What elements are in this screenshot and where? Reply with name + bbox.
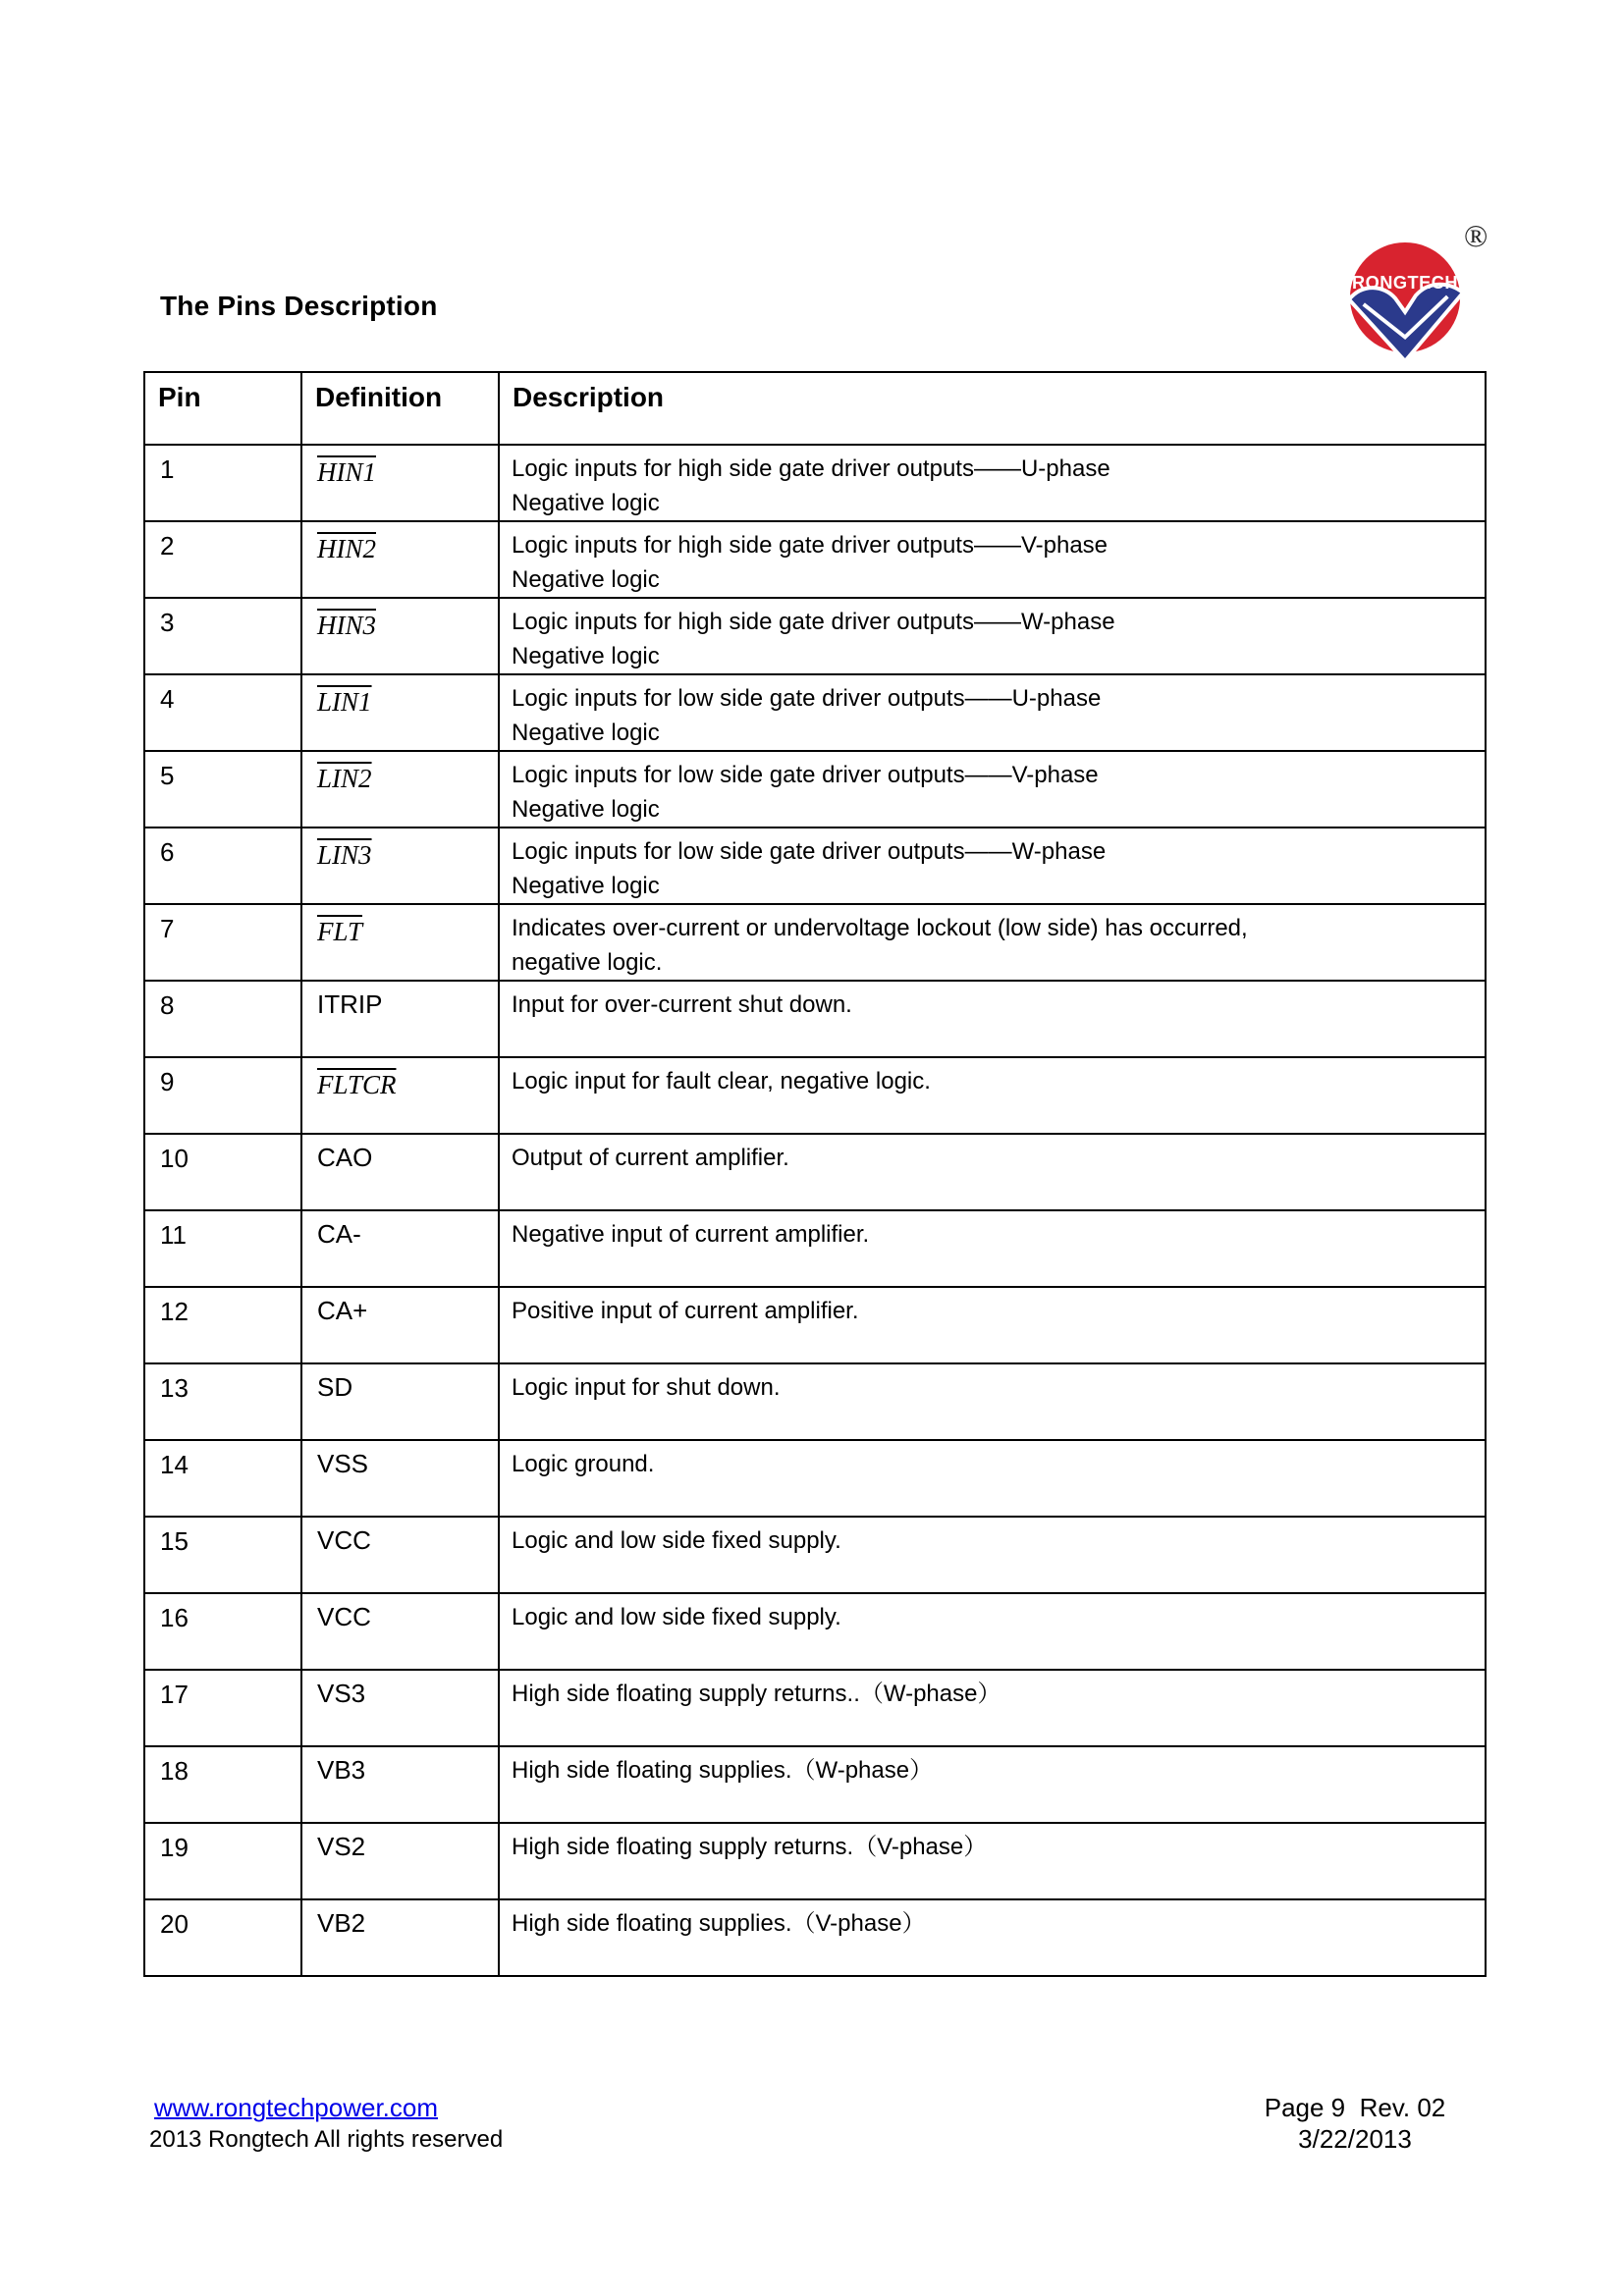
pin-number: 5 — [160, 761, 175, 790]
table-row — [144, 598, 1486, 674]
pin-description-cell — [499, 751, 1486, 828]
pin-definition-cell — [301, 751, 499, 828]
pin-number: 9 — [160, 1067, 175, 1096]
registered-trademark-icon: ® — [1464, 218, 1488, 253]
pin-definition: VB2 — [317, 1908, 366, 1938]
description-line: Logic inputs for low side gate driver outputs——U-phase — [512, 685, 1102, 712]
pin-definition-cell — [301, 1823, 499, 1899]
table-row — [144, 1363, 1486, 1440]
column-header-pin: Pin — [144, 372, 301, 445]
pin-number-cell — [144, 1363, 301, 1440]
pin-definition-cell — [301, 981, 499, 1057]
pin-description — [512, 452, 1471, 520]
pin-definition: ITRIP — [317, 989, 383, 1019]
pin-number: 6 — [160, 837, 175, 867]
pin-description — [512, 1141, 1471, 1175]
description-line: High side floating supply returns..（W-phase） — [512, 1681, 1001, 1707]
pin-number: 10 — [160, 1144, 189, 1173]
pin-description — [512, 1523, 1471, 1558]
table-row — [144, 1746, 1486, 1823]
pin-description — [512, 528, 1471, 597]
description-line: Logic and low side fixed supply. — [512, 1527, 841, 1554]
description-line: Logic inputs for high side gate driver outputs——V-phase — [512, 532, 1109, 559]
pin-definition-cell — [301, 521, 499, 598]
pin-definition: LIN1 — [317, 687, 372, 717]
pin-description-cell — [499, 1517, 1486, 1593]
pin-number-cell — [144, 598, 301, 674]
description-line: Logic input for fault clear, negative logic. — [512, 1068, 931, 1095]
pin-description-cell — [499, 981, 1486, 1057]
pin-number: 14 — [160, 1450, 189, 1479]
pin-definition: CA- — [317, 1219, 361, 1249]
pin-definition: SD — [317, 1372, 353, 1402]
description-line: Negative logic — [512, 643, 660, 669]
pin-definition: VS3 — [317, 1679, 366, 1708]
pin-description-cell — [499, 1670, 1486, 1746]
pin-description-cell — [499, 828, 1486, 904]
rongtech-logo-mark — [1347, 240, 1467, 363]
pin-description-cell — [499, 1363, 1486, 1440]
pin-description-cell — [499, 1593, 1486, 1670]
pin-number: 7 — [160, 914, 175, 943]
table-row — [144, 1899, 1486, 1976]
pin-number-cell — [144, 445, 301, 521]
pin-definition: VS2 — [317, 1832, 366, 1861]
table-row — [144, 1134, 1486, 1210]
table-row — [144, 1287, 1486, 1363]
footer-right — [1245, 2093, 1465, 2155]
pin-number-cell — [144, 1899, 301, 1976]
pin-description-cell — [499, 1823, 1486, 1899]
table-row — [144, 1670, 1486, 1746]
pin-number-cell — [144, 674, 301, 751]
pin-definition: HIN1 — [317, 457, 376, 487]
description-line: Negative logic — [512, 796, 660, 823]
pin-description-cell — [499, 1899, 1486, 1976]
website-link[interactable]: www.rongtechpower.com — [154, 2093, 439, 2122]
page-number-revision: Page 9 Rev. 02 — [1264, 2093, 1446, 2122]
pin-description-cell — [499, 1057, 1486, 1134]
pin-number: 3 — [160, 608, 175, 637]
description-line: Logic ground. — [512, 1451, 655, 1477]
pin-definition: LIN2 — [317, 764, 372, 793]
pin-description — [512, 758, 1471, 827]
pin-definition-cell — [301, 445, 499, 521]
table-row — [144, 751, 1486, 828]
description-line: Logic inputs for high side gate driver outputs——W-phase — [512, 609, 1115, 635]
pin-description — [512, 605, 1471, 673]
table-row — [144, 674, 1486, 751]
table-row — [144, 904, 1486, 981]
pin-definition: CA+ — [317, 1296, 368, 1325]
pin-description-cell — [499, 1210, 1486, 1287]
description-line: High side floating supply returns.（V-phase） — [512, 1834, 988, 1860]
pin-number-cell — [144, 1440, 301, 1517]
pin-number-cell — [144, 1517, 301, 1593]
description-line: Logic input for shut down. — [512, 1374, 781, 1401]
pin-description — [512, 1217, 1471, 1252]
pin-description — [512, 1370, 1471, 1405]
pin-number-cell — [144, 1823, 301, 1899]
pin-number-cell — [144, 1593, 301, 1670]
description-line: Logic inputs for low side gate driver outputs——V-phase — [512, 762, 1099, 788]
pin-description-cell — [499, 598, 1486, 674]
pin-number: 12 — [160, 1297, 189, 1326]
pin-description — [512, 1600, 1471, 1634]
pin-definition-cell — [301, 1517, 499, 1593]
table-row — [144, 1517, 1486, 1593]
pin-number-cell — [144, 1134, 301, 1210]
pin-number-cell — [144, 1057, 301, 1134]
pin-description-cell — [499, 1134, 1486, 1210]
copyright-text: 2013 Rongtech All rights reserved — [149, 2126, 504, 2153]
description-line: Input for over-current shut down. — [512, 991, 852, 1018]
pin-number-cell — [144, 1746, 301, 1823]
pin-description-cell — [499, 1746, 1486, 1823]
pin-definition-cell — [301, 1057, 499, 1134]
description-line: Output of current amplifier. — [512, 1145, 789, 1171]
description-line: Logic inputs for high side gate driver outputs——U-phase — [512, 455, 1110, 482]
pin-definition: HIN3 — [317, 611, 376, 640]
pin-description — [512, 911, 1471, 980]
pins-table-body — [144, 445, 1486, 1976]
pin-number: 18 — [160, 1756, 189, 1786]
rongtech-logo — [1347, 218, 1504, 369]
description-line: High side floating supplies.（W-phase） — [512, 1757, 934, 1784]
table-row — [144, 445, 1486, 521]
pin-number: 20 — [160, 1909, 189, 1939]
pin-number-cell — [144, 828, 301, 904]
description-line: Logic inputs for low side gate driver outputs——W-phase — [512, 838, 1107, 865]
pin-number-cell — [144, 981, 301, 1057]
description-line: Negative logic — [512, 490, 660, 516]
pin-description-cell — [499, 1287, 1486, 1363]
pin-definition-cell — [301, 1899, 499, 1976]
description-line: Logic and low side fixed supply. — [512, 1604, 841, 1630]
pin-definition-cell — [301, 1134, 499, 1210]
pin-definition: VSS — [317, 1449, 369, 1478]
pin-number-cell — [144, 521, 301, 598]
pin-number: 13 — [160, 1373, 189, 1403]
pin-definition: CAO — [317, 1143, 373, 1172]
pin-description — [512, 1677, 1471, 1711]
pin-number-cell — [144, 1287, 301, 1363]
pin-description — [512, 988, 1471, 1022]
pin-number: 4 — [160, 684, 175, 714]
pin-number-cell — [144, 1210, 301, 1287]
pin-description-cell — [499, 904, 1486, 981]
pin-definition: FLTCR — [317, 1070, 397, 1099]
pin-number: 19 — [160, 1833, 189, 1862]
pins-description-table — [143, 371, 1487, 1977]
column-header-definition: Definition — [301, 372, 499, 445]
pin-definition: $\overline{FLT}$ — [317, 917, 362, 946]
description-line: High side floating supplies.（V-phase） — [512, 1910, 926, 1937]
page-title: The Pins Description — [160, 291, 438, 321]
table-row — [144, 981, 1486, 1057]
pin-number: 1 — [160, 454, 175, 484]
table-row — [144, 1210, 1486, 1287]
pin-description — [512, 834, 1471, 903]
table-row — [144, 1057, 1486, 1134]
pin-definition-cell — [301, 1440, 499, 1517]
table-header-row — [144, 372, 1486, 445]
pin-definition-cell — [301, 1670, 499, 1746]
pin-description — [512, 1447, 1471, 1481]
pin-definition: HIN2 — [317, 534, 376, 563]
pin-description-cell — [499, 521, 1486, 598]
pin-definition-cell — [301, 904, 499, 981]
pin-definition-cell — [301, 1287, 499, 1363]
table-row — [144, 521, 1486, 598]
pin-description — [512, 681, 1471, 750]
pin-description-cell — [499, 674, 1486, 751]
pin-number: 11 — [160, 1220, 187, 1250]
pin-definition-cell — [301, 1593, 499, 1670]
pin-definition: VB3 — [317, 1755, 366, 1785]
pin-description-cell — [499, 1440, 1486, 1517]
column-header-description: Description — [499, 372, 1486, 445]
footer-left — [149, 2093, 503, 2154]
description-line: Negative logic — [512, 566, 660, 593]
pin-number: 2 — [160, 531, 175, 561]
pin-definition-cell — [301, 1746, 499, 1823]
pin-definition-cell — [301, 1210, 499, 1287]
pin-definition-cell — [301, 674, 499, 751]
logo-brand-text: RONGTECH — [1352, 273, 1459, 294]
pin-definition: VCC — [317, 1602, 371, 1631]
pin-definition-cell — [301, 598, 499, 674]
pin-number-cell — [144, 1670, 301, 1746]
footer-date: 3/22/2013 — [1298, 2124, 1412, 2154]
table-row — [144, 1823, 1486, 1899]
description-line: Indicates over-current or undervoltage lockout (low side) has occurred, — [512, 915, 1248, 941]
pin-number: 17 — [160, 1680, 189, 1709]
pin-description — [512, 1830, 1471, 1864]
pin-number-cell — [144, 751, 301, 828]
description-line: Negative input of current amplifier. — [512, 1221, 870, 1248]
pin-definition-cell — [301, 1363, 499, 1440]
pin-number: 15 — [160, 1526, 189, 1556]
pin-definition: VCC — [317, 1525, 371, 1555]
table-row — [144, 1440, 1486, 1517]
pin-number: 8 — [160, 990, 175, 1020]
table-row — [144, 828, 1486, 904]
pin-description — [512, 1294, 1471, 1328]
pin-definition: LIN3 — [317, 840, 372, 870]
description-line: Negative logic — [512, 873, 660, 899]
description-line: negative logic. — [512, 949, 663, 976]
description-line: Negative logic — [512, 720, 660, 746]
description-line: Positive input of current amplifier. — [512, 1298, 859, 1324]
pin-description — [512, 1753, 1471, 1788]
pin-definition-cell — [301, 828, 499, 904]
pin-number-cell — [144, 904, 301, 981]
pin-number: 16 — [160, 1603, 189, 1632]
table-row — [144, 1593, 1486, 1670]
pin-description — [512, 1064, 1471, 1098]
pin-description-cell — [499, 445, 1486, 521]
pin-description — [512, 1906, 1471, 1941]
